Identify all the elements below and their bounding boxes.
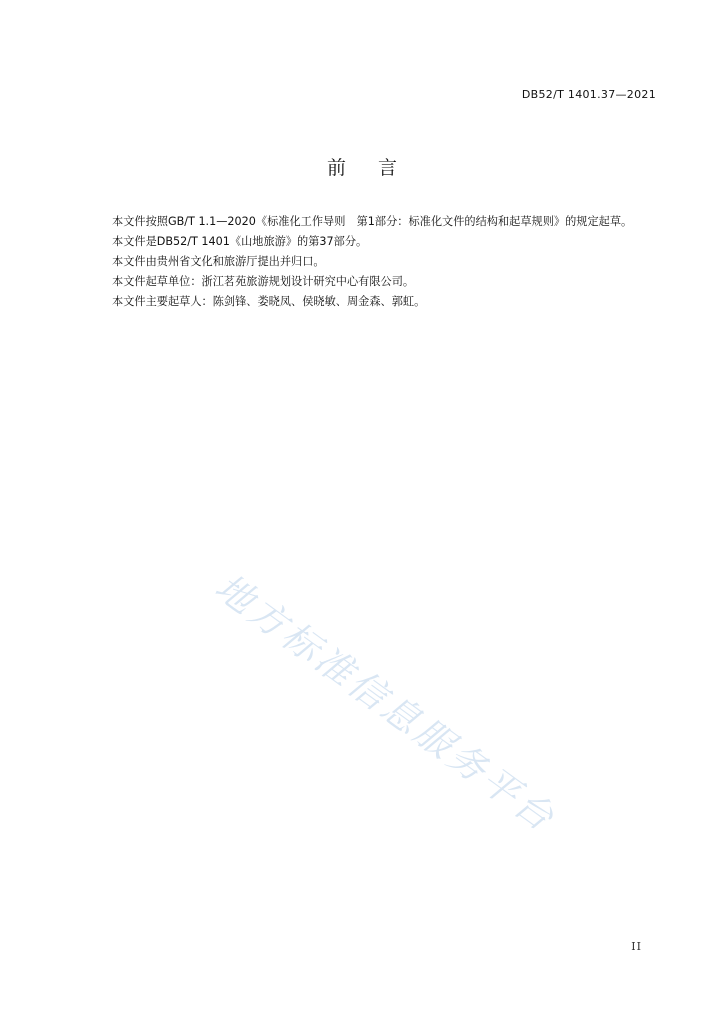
paragraph-proposer: 本文件由贵州省文化和旅游厅提出并归口。 [112,255,325,268]
document-code: DB52/T 1401.37—2021 [521,88,656,101]
page-number: II [631,940,642,953]
watermark: 地方标准信息服务平台 [207,565,565,842]
paragraph-drafters: 本文件主要起草人：陈剑锋、娄晓凤、侯晓敏、周金森、郭虹。 [112,295,426,308]
paragraph-drafting-unit: 本文件起草单位：浙江茗苑旅游规划设计研究中心有限公司。 [112,275,415,288]
section-title: 前言 [326,157,429,179]
paragraph-drafting-rules: 本文件按照GB/T 1.1—2020《标准化工作导则 第1部分：标准化文件的结构和起草规则》的规定起草。 [112,215,633,228]
paragraph-part-number: 本文件是DB52/T 1401《山地旅游》的第37部分。 [112,235,368,248]
foreword-body [87,212,659,312]
